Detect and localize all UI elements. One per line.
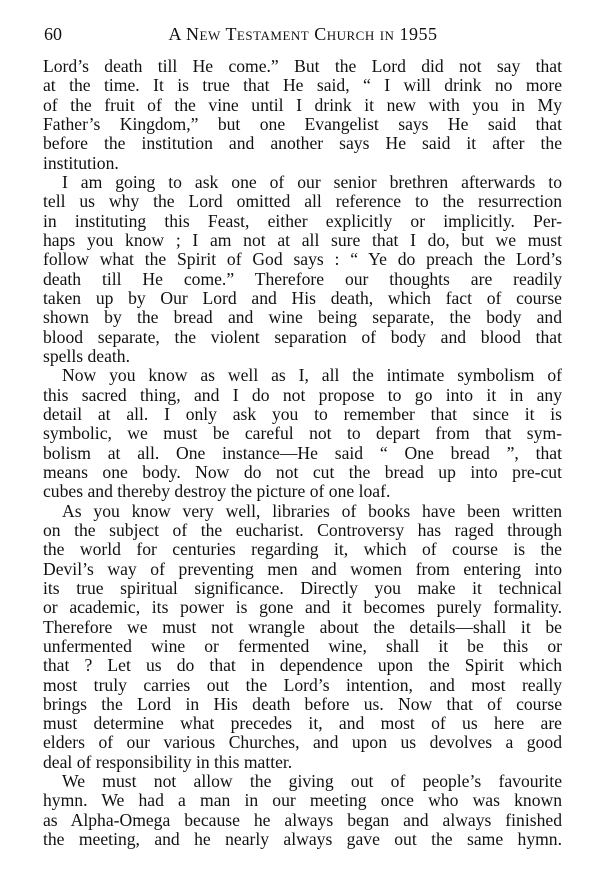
text-line: brings the Lord in His death before us. Now that of course xyxy=(43,693,562,714)
text-line: most truly carries out the Lord’s intention, and most really xyxy=(43,674,562,695)
text-line: I am going to ask one of our senior brethren afterwards to xyxy=(62,171,562,192)
text-line: this sacred thing, and I do not propose to go into it in any xyxy=(43,384,562,405)
text-line: Now you know as well as I, all the intimate symbolism of xyxy=(62,365,562,386)
text-line: blood separate, the violent separation of body and blood that xyxy=(43,326,562,347)
text-line: means one body. Now do not cut the bread up into pre-cut xyxy=(43,461,562,482)
text-line: cubes and thereby destroy the picture of one loaf. xyxy=(43,481,391,502)
text-line: before the institution and another says He said it after the xyxy=(43,133,562,154)
text-line: shown by the bread and wine being separate, the body and xyxy=(43,307,562,328)
text-line: taken up by Our Lord and His death, which fact of course xyxy=(43,287,562,308)
text-line: spells death. xyxy=(43,345,130,366)
page-number: 60 xyxy=(44,24,62,44)
page-body xyxy=(43,57,562,849)
text-line: tell us why the Lord omitted all reference to the resurrection xyxy=(43,191,562,212)
text-line: as Alpha-Omega because he always began and always finished xyxy=(43,809,562,830)
text-line: detail at all. I only ask you to remember that since it is xyxy=(43,403,562,424)
text-line: death till He come.” Therefore our thoughts are readily xyxy=(43,268,562,289)
text-line: symbolic, we must be careful not to depart from that sym- xyxy=(43,423,562,444)
text-line: follow what the Spirit of God says : “ Ye do preach the Lord’s xyxy=(43,249,562,270)
text-line: its true spiritual significance. Directly you make it technical xyxy=(43,577,562,598)
paragraph xyxy=(43,173,562,366)
text-line: bolism at all. One instance—He said “ One bread ”, that xyxy=(43,442,562,463)
running-header xyxy=(44,24,562,48)
running-title: A New Testament Church in 1955 xyxy=(168,24,438,44)
text-line: institution. xyxy=(43,152,119,173)
text-line: on the subject of the eucharist. Controversy has raged through xyxy=(43,519,562,540)
text-line: or academic, its power is gone and it becomes purely formality. xyxy=(43,597,562,618)
text-line: We must not allow the giving out of people’s favourite xyxy=(62,771,562,792)
paragraph xyxy=(43,772,562,849)
paragraph xyxy=(43,366,562,501)
text-line: that ? Let us do that in dependence upon the Spirit which xyxy=(43,655,562,676)
text-line: haps you know ; I am not at all sure that I do, but we must xyxy=(43,229,562,250)
text-line: of the fruit of the vine until I drink it new with you in My xyxy=(43,94,562,115)
text-line: Devil’s way of preventing men and women from entering into xyxy=(43,558,562,579)
paragraph xyxy=(43,57,562,173)
text-line: hymn. We had a man in our meeting once who was known xyxy=(43,790,562,811)
text-line: the meeting, and he nearly always gave out the same hymn. xyxy=(43,829,562,850)
text-line: the world for centuries regarding it, which of course is the xyxy=(43,539,562,560)
text-line: at the time. It is true that He said, “ I will drink no more xyxy=(43,75,562,96)
text-line: Father’s Kingdom,” but one Evangelist says He said that xyxy=(43,113,562,134)
text-line: unfermented wine or fermented wine, shall it be this or xyxy=(43,635,562,656)
text-line: As you know very well, libraries of books have been written xyxy=(62,500,562,521)
text-line: deal of responsibility in this matter. xyxy=(43,751,293,772)
text-line: elders of our various Churches, and upon us devolves a good xyxy=(43,732,562,753)
text-line: in instituting this Feast, either explicitly or implicitly. Per- xyxy=(43,210,562,231)
text-line: Therefore we must not wrangle about the details—shall it be xyxy=(43,616,562,637)
text-line: must determine what precedes it, and most of us here are xyxy=(43,713,562,734)
text-line: Lord’s death till He come.” But the Lord did not say that xyxy=(43,56,562,76)
paragraph xyxy=(43,502,562,773)
